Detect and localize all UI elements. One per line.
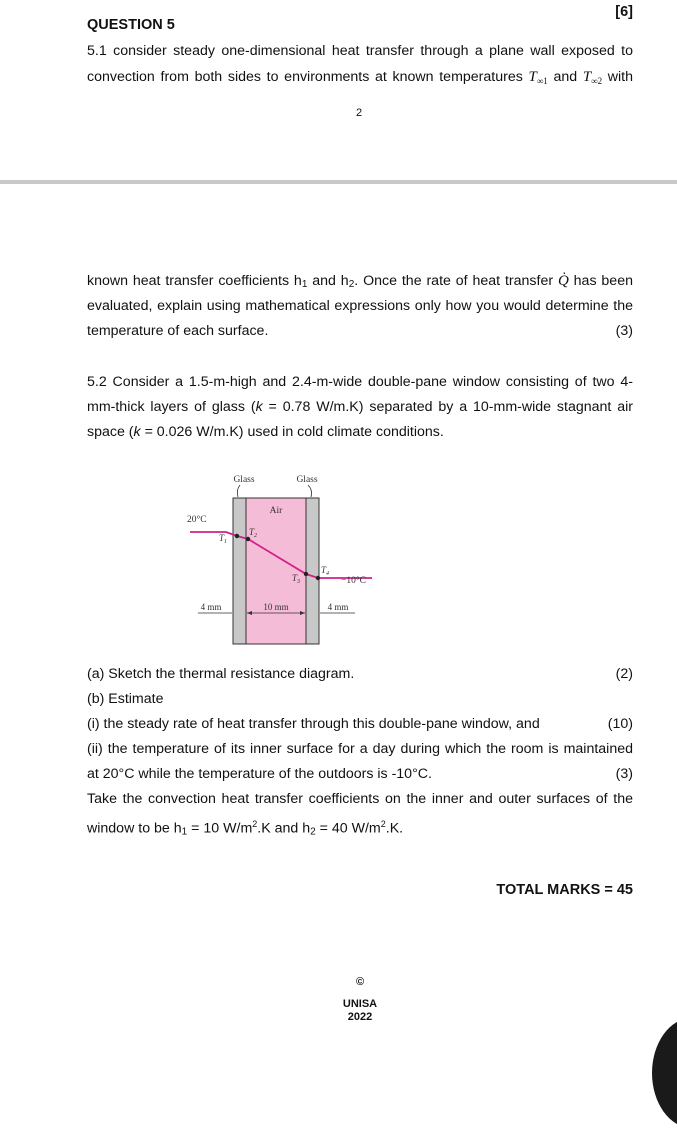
glass-left-label: Glass (233, 475, 255, 485)
corner-dark-shape (652, 1018, 677, 1128)
part-a-marks: (2) (615, 666, 633, 682)
q52-line-2: mm-thick layers of glass (k = 0.78 W/m.K) separated by a 10-mm-wide stagnant air (87, 399, 633, 415)
q-dot-symbol: Q̇ (557, 273, 569, 289)
footer-year: 2022 (347, 1011, 373, 1023)
glass-left-leader (237, 485, 240, 497)
t1-label: $T_1$ (219, 533, 228, 545)
page-break-divider (0, 180, 677, 184)
take-line-2: window to be $h_1 = 10$ $W/m^2.K$ and $h_2 = 40$ $W/m^2.K$. (87, 819, 404, 838)
air-gap (246, 498, 306, 644)
part-b-ii-marks: (3) (615, 766, 633, 782)
t-inf-1-symbol: $T_{\infty 1}$ (528, 69, 548, 86)
dim-mid-label: 10 mm (263, 602, 289, 612)
q52-line-1: 5.2 Consider a 1.5-m-high and 2.4-m-wide double-pane window consisting of two 4- (87, 374, 633, 390)
question-total-marks: [6] (615, 4, 633, 20)
q52-line-3: space (k = 0.026 W/m.K) used in cold climate conditions. (87, 424, 444, 440)
part-b-i: (i) the steady rate of heat transfer through this double-pane window, and (87, 716, 540, 732)
glass-right-leader (308, 485, 312, 497)
part-b-i-marks: (10) (607, 716, 633, 732)
take-line-1: Take the convection heat transfer coefficients on the inner and outer surfaces of the (87, 791, 633, 807)
glass-right-label: Glass (296, 475, 318, 485)
t3-label: $T_3$ (292, 573, 301, 585)
double-pane-window-figure (180, 466, 390, 652)
dim-left-label: 4 mm (200, 602, 222, 612)
t4-point (316, 576, 320, 580)
t2-point (246, 537, 250, 541)
left-glass-pane (233, 498, 246, 644)
q51-marks: (3) (615, 323, 633, 339)
page-number: 2 (355, 107, 363, 119)
dim-right-label: 4 mm (327, 602, 349, 612)
t1-point (235, 534, 239, 538)
q51-line-4: evaluated, explain using mathematical expressions only how you would determine the (87, 298, 633, 314)
air-label: Air (269, 506, 283, 516)
copyright-symbol: © (355, 976, 365, 988)
t2-label: $T_2$ (249, 527, 258, 539)
part-b-ii-line-2: at 20°C while the temperature of the outdoors is -10°C. (87, 766, 432, 782)
q51-line-3: known heat transfer coefficients $h_1$ and $h_2$. Once the rate of heat transfer Q̇ has been (87, 273, 633, 290)
q51-line-1: 5.1 consider steady one-dimensional heat transfer through a plane wall exposed to (87, 43, 633, 59)
total-marks: TOTAL MARKS = 45 (496, 882, 633, 898)
right-glass-pane (306, 498, 319, 644)
q51-line-2: convection from both sides to environments at known temperatures $T_{\infty 1}$ and $T_{\infty 2}$ with (87, 69, 634, 86)
inside-temp-label: 20°C (187, 515, 207, 525)
part-b: (b) Estimate (87, 691, 164, 707)
t-inf-2-symbol: $T_{\infty 2}$ (582, 69, 603, 86)
part-b-ii-line-1: (ii) the temperature of its inner surface for a day during which the room is maintained (87, 741, 633, 757)
q51-line-5: temperature of each surface. (87, 323, 269, 339)
outside-temp-label: −10°C (341, 576, 366, 586)
t4-label: $T_4$ (321, 565, 330, 577)
part-a: (a) Sketch the thermal resistance diagram. (87, 666, 355, 682)
question-title: QUESTION 5 (87, 17, 175, 33)
t3-point (304, 572, 308, 576)
footer-org: UNISA (342, 998, 378, 1010)
